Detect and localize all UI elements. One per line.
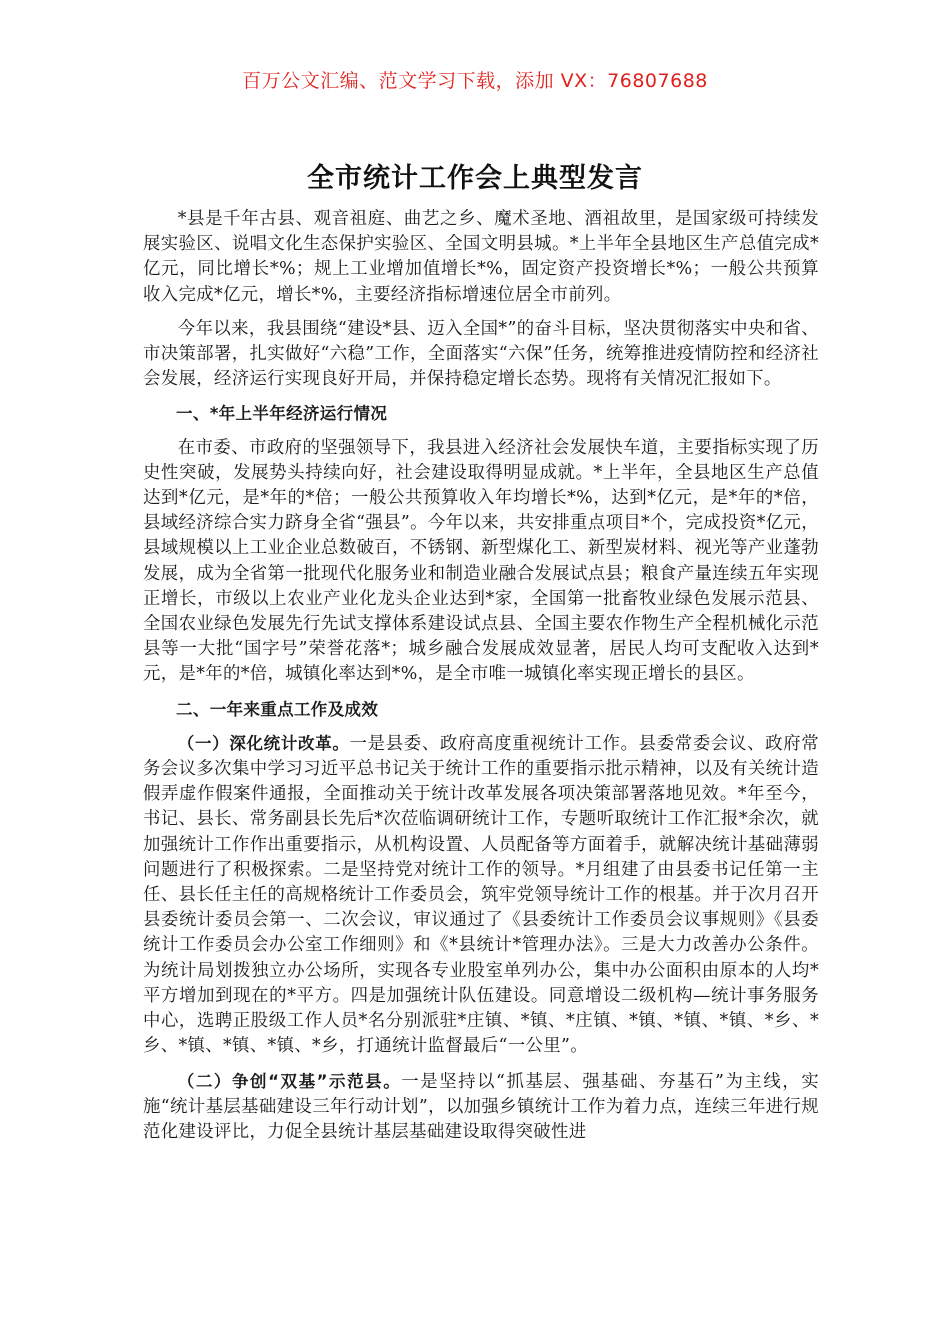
subsection-2-paragraph (143, 1069, 819, 1146)
watermark-banner: 百万公文汇编、范文学习下载，添加 VX：76807688 (242, 70, 708, 92)
intro-paragraph-2: 今年以来，我县围绕“建设*县、迈入全国*”的奋斗目标，坚决贯彻落实中央和省、市决策部署，扎实做好“六稳”工作，全面落实“六保”任务，统筹推进疫情防控和经济社会发展，经济运行实现良好开局，并保持稳定增长态势。现将有关情况汇报如下。 (143, 318, 819, 390)
subsection-1-paragraph (143, 731, 819, 1060)
subsection-1-text: 一是县委、政府高度重视统计工作。县委常委会议、政府常务会议多次集中学习习近平总书记关于统计工作的重要指示批示精神，以及有关统计造假弄虚作假案件通报，全面推动关于统计改革发展各项决策部署落地见效。*年至今，书记、县长、常务副县长先后*次莅临调研统计工作，专题听取统计工作汇报*余次，就加强统计工作作出重要指示，从机构设置、人员配备等方面着手，就解决统计基础薄弱问题进行了积极探索。二是坚持党对统计工作的领导。*月组建了由县委书记任第一主任、县长任主任的高规格统计工作委员会，筑牢党领导统计工作的根基。并于次月召开县委统计委员会第一、二次会议，审议通过了《县委统计工作委员会议事规则》《县委统计工作委员会办公室工作细则》和《*县统计*管理办法》。三是大力改善办公条件。为统计局划拨独立办公场所，实现各专业股室单列办公，集中办公面积由原本的人均*平方增加到现在的*平方。四是加强统计队伍建设。同意增设二级机构—统计事务服务中心，选聘正股级工作人员*名分别派驻*庄镇、*镇、*庄镇、*镇、*镇、*镇、*乡、*乡、*镇、*镇、*镇、*乡，打通统计监督最后“一公里”。 (143, 733, 820, 1057)
subsection-2-heading: （二）争创“双基”示范县。 (177, 1071, 402, 1091)
intro-paragraph-1: *县是千年古县、观音祖庭、曲艺之乡、魔术圣地、酒祖故里，是国家级可持续发展实验区、说唱文化生态保护实验区、全国文明县城。*上半年全县地区生产总值完成*亿元，同比增长*%；规上工业增加值增长*%，固定资产投资增长*%；一般公共预算收入完成*亿元，增长*%，主要经济指标增速位居全市前列。 (143, 209, 819, 305)
subsection-2-text: 一是坚持以“抓基层、强基础、夯基石”为主线，实施“统计基层基础建设三年行动计划”，以加强乡镇统计工作为着力点，连续三年进行规范化建设评比，力促全县统计基层基础建设取得突破性进 (143, 1071, 819, 1142)
section-heading-1: 一、*年上半年经济运行情况 (176, 404, 388, 424)
subsection-1-heading: （一）深化统计改革。 (177, 733, 350, 753)
section-1-paragraph: 在市委、市政府的坚强领导下，我县进入经济社会发展快车道，主要指标实现了历史性突破，发展势头持续向好，社会建设取得明显成就。*上半年，全县地区生产总值达到*亿元，是*年的*倍；一般公共预算收入年均增长*%，达到*亿元，是*年的*倍，县域经济综合实力跻身全省“强县”。今年以来，共安排重点项目*个，完成投资*亿元，县域规模以上工业企业总数破百，不锈钢、新型煤化工、新型炭材料、视光等产业蓬勃发展，成为全省第一批现代化服务业和制造业融合发展试点县；粮食产量连续五年实现正增长，市级以上农业产业化龙头企业达到*家，全国第一批畜牧业绿色发展示范县、全国农业绿色发展先行先试支撑体系建设试点县、全国主要农作物生产全程机械化示范县等一大批“国字号”荣誉花落*；城乡融合发展成效显著，居民人均可支配收入达到*元，是*年的*倍，城镇化率达到*%，是全市唯一城镇化率实现正增长的县区。 (143, 437, 819, 685)
document-body (143, 207, 819, 1154)
page-title: 全市统计工作会上典型发言 (307, 163, 643, 194)
section-heading-2: 二、一年来重点工作及成效 (176, 699, 379, 719)
